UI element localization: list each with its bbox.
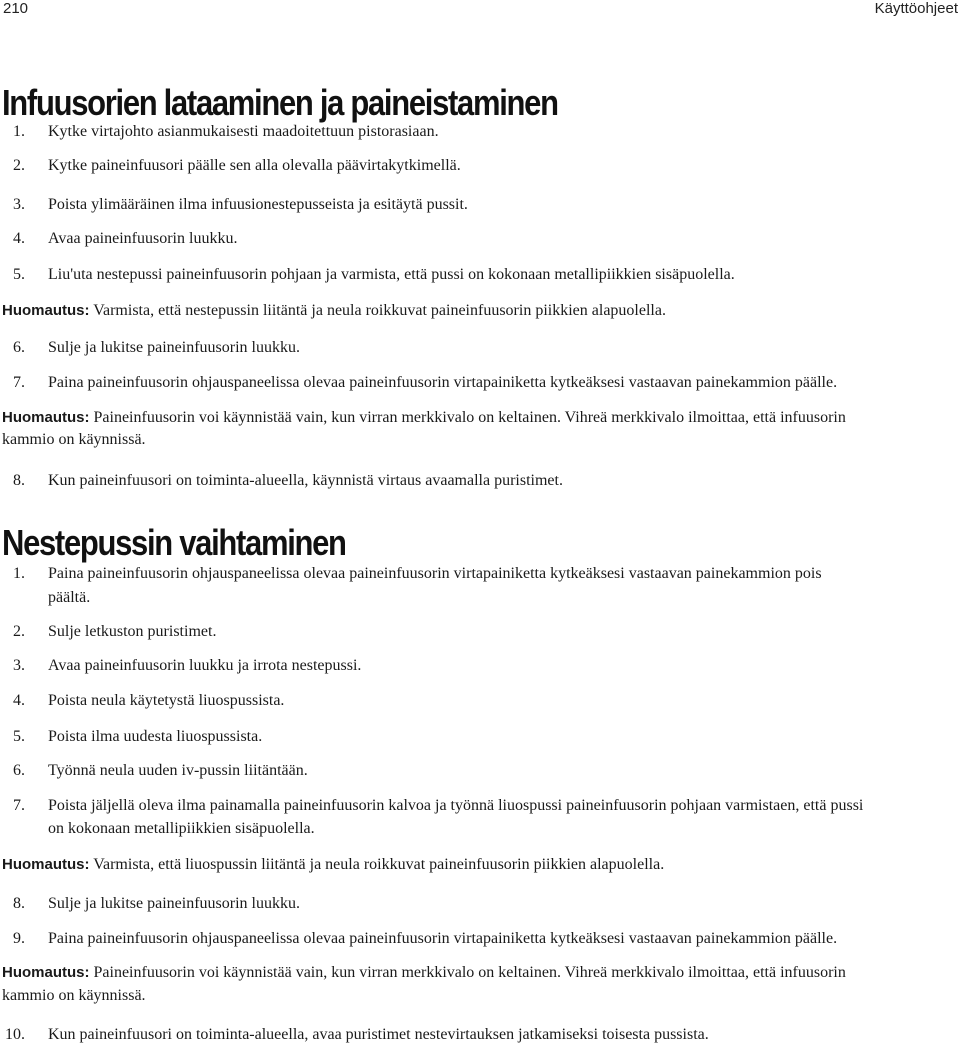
step-number: 4. xyxy=(13,692,25,709)
note xyxy=(2,407,846,428)
note xyxy=(2,854,664,875)
step-text: Avaa paineinfuusorin luukku ja irrota nestepussi. xyxy=(48,657,362,674)
document-title: Käyttöohjeet xyxy=(874,0,958,17)
step-number: 6. xyxy=(13,339,25,356)
note-text: Varmista, että liuospussin liitäntä ja neula roikkuvat paineinfuusorin piikkien alapuolella. xyxy=(93,856,665,873)
note-text: Varmista, että nestepussin liitäntä ja neula roikkuvat paineinfuusorin piikkien alapuolella. xyxy=(93,302,666,319)
section-heading: Infuusorien lataaminen ja paineistaminen xyxy=(2,82,558,123)
step-number: 5. xyxy=(13,728,25,745)
note-continuation xyxy=(2,429,146,450)
step-number: 5. xyxy=(13,266,25,283)
step-number: 3. xyxy=(13,196,25,213)
step-text: Poista ylimääräinen ilma infuusionestepusseista ja esitäytä pussit. xyxy=(48,196,468,213)
step-text: Avaa paineinfuusorin luukku. xyxy=(48,230,238,247)
step-number: 2. xyxy=(13,623,25,640)
note xyxy=(2,962,846,983)
step-text: Kytke paineinfuusori päälle sen alla olevalla päävirtakytkimellä. xyxy=(48,157,461,174)
step-number: 3. xyxy=(13,657,25,674)
step-text: Poista jäljellä oleva ilma painamalla paineinfuusorin kalvoa ja työnnä liuospussi paineinfuusorin pohjaan varmistaen, että pussi xyxy=(48,797,864,814)
page-number: 210 xyxy=(3,0,29,17)
section-heading: Nestepussin vaihtaminen xyxy=(2,522,346,563)
note-text: kammio on käynnissä. xyxy=(2,987,146,1004)
step-text: päältä. xyxy=(48,589,91,606)
step-text: Sulje ja lukitse paineinfuusorin luukku. xyxy=(48,895,300,912)
step-text: Paina paineinfuusorin ohjauspaneelissa olevaa paineinfuusorin virtapainiketta kytkeäksesi vastaavan painekammion päälle. xyxy=(48,374,838,391)
step-number: 7. xyxy=(13,374,25,391)
step-text: on kokonaan metallipiikkien sisäpuolella. xyxy=(48,820,315,837)
step-text: Kun paineinfuusori on toiminta-alueella, käynnistä virtaus avaamalla puristimet. xyxy=(48,472,563,489)
step-text: Poista neula käytetystä liuospussista. xyxy=(48,692,285,709)
step-number: 10. xyxy=(5,1026,25,1043)
step-text: Paina paineinfuusorin ohjauspaneelissa olevaa paineinfuusorin virtapainiketta kytkeäksesi vastaavan painekammion pois xyxy=(48,565,822,582)
step-text: Työnnä neula uuden iv-pussin liitäntään. xyxy=(48,762,308,779)
step-number: 9. xyxy=(13,930,25,947)
step-text: Paina paineinfuusorin ohjauspaneelissa olevaa paineinfuusorin virtapainiketta kytkeäksesi vastaavan painekammion päälle. xyxy=(48,930,838,947)
step-text: Sulje ja lukitse paineinfuusorin luukku. xyxy=(48,339,300,356)
step-text: Kytke virtajohto asianmukaisesti maadoitettuun pistorasiaan. xyxy=(48,123,439,140)
note-label: Huomautus: xyxy=(2,856,90,873)
step-number: 8. xyxy=(13,472,25,489)
note-continuation xyxy=(2,985,146,1006)
step-text: Sulje letkuston puristimet. xyxy=(48,623,217,640)
note xyxy=(2,300,666,321)
step-number: 1. xyxy=(13,565,25,582)
note-text: Paineinfuusorin voi käynnistää vain, kun virran merkkivalo on keltainen. Vihreä merkkivalo ilmoittaa, että infuusorin xyxy=(93,964,846,981)
step-number: 7. xyxy=(13,797,25,814)
page-header xyxy=(0,0,960,24)
note-label: Huomautus: xyxy=(2,302,90,319)
step-number: 2. xyxy=(13,157,25,174)
note-text: kammio on käynnissä. xyxy=(2,431,146,448)
step-number: 4. xyxy=(13,230,25,247)
note-label: Huomautus: xyxy=(2,409,90,426)
step-number: 1. xyxy=(13,123,25,140)
step-text: Liu'uta nestepussi paineinfuusorin pohjaan ja varmista, että pussi on kokonaan metallipiikkien sisäpuolella. xyxy=(48,266,735,283)
step-text: Poista ilma uudesta liuospussista. xyxy=(48,728,263,745)
step-number: 8. xyxy=(13,895,25,912)
note-label: Huomautus: xyxy=(2,964,90,981)
note-text: Paineinfuusorin voi käynnistää vain, kun virran merkkivalo on keltainen. Vihreä merkkivalo ilmoittaa, että infuusorin xyxy=(93,409,846,426)
step-number: 6. xyxy=(13,762,25,779)
step-text: Kun paineinfuusori on toiminta-alueella, avaa puristimet nestevirtauksen jatkamiseksi toisesta pussista. xyxy=(48,1026,709,1043)
